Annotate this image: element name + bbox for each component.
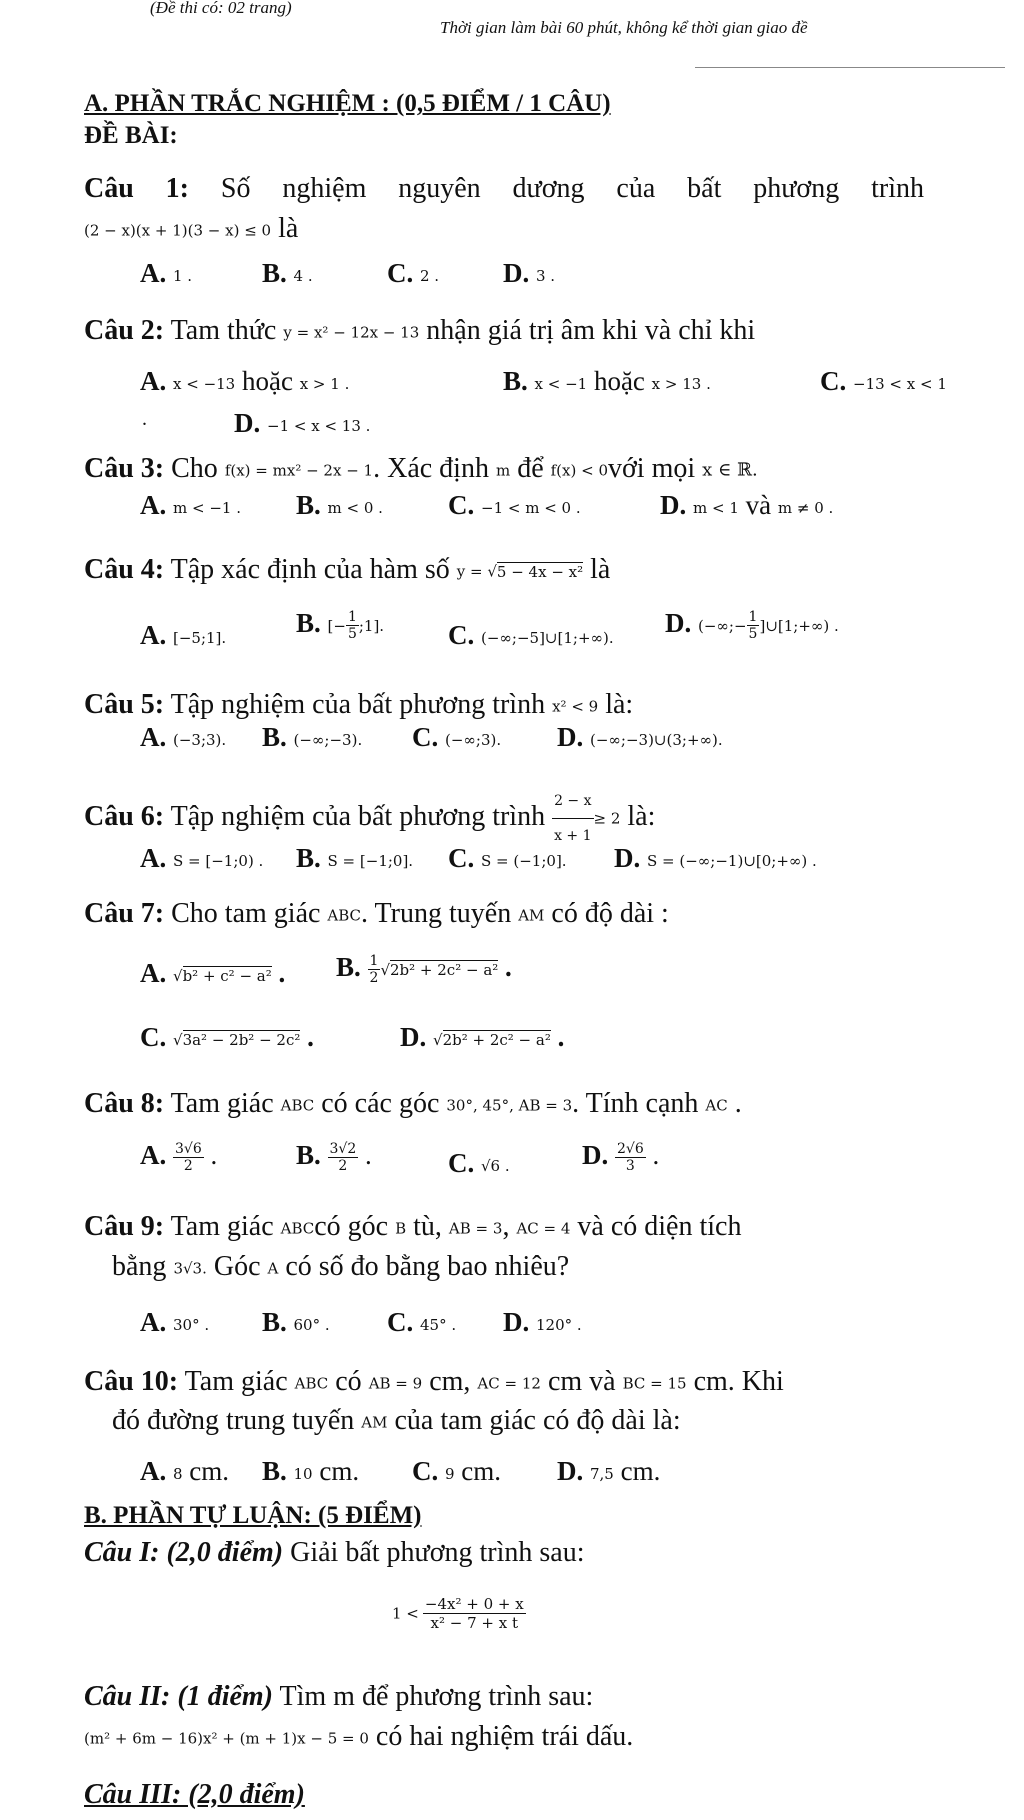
q10-option-a: A. 8 cm. [140,1456,230,1486]
q3-line: Câu 3: Cho f(x) = mx² − 2x − 1. Xác định m để f(x) < 0với mọi x ∈ ℝ. [84,453,758,484]
q9-line1: Câu 9: Tam giác ABCcó góc B tù, AB = 3, AC = 4 và có diện tích [84,1211,742,1242]
q3-option-c: C. −1 < m < 0 . [448,490,581,520]
q8-option-c: C. √6 . [448,1148,510,1178]
q1-math: (2 − x)(x + 1)(3 − x) ≤ 0 [84,221,272,240]
q4-option-a: A. [−5;1]. [140,620,227,650]
q3-math: f(x) = mx² − 2x − 1 [224,461,374,480]
section-a-subtitle: ĐỀ BÀI: [84,122,178,149]
q7-option-a: A. √b² + c² − a² . [140,958,286,988]
q9-line2: bằng 3√3. Góc A có số đo bằng bao nhiêu? [112,1251,570,1282]
q2-option-a: A. x < −13 hoặc x > 1 . [140,366,350,396]
q10-line2: đó đường trung tuyến AM của tam giác có độ dài là: [112,1405,681,1436]
q1-option-d: D. 3 . [503,258,556,288]
q4-option-d: D. (−∞;− $\frac{1}{5}$ ]∪[1;+∞) . [665,608,839,643]
q9-option-b: B. 60° . [262,1307,330,1337]
q10-option-b: B. 10 cm. [262,1456,360,1486]
qII-line2: (m² + 6m − 16)x² + (m + 1)x − 5 = 0 có hai nghiệm trái dấu. [84,1721,634,1752]
q1-tail: là [278,213,299,244]
q6-option-b: B. S = [−1;0]. [296,843,414,873]
q5-line: Câu 5: Tập nghiệm của bất phương trình x² < 9 là: [84,689,634,720]
q1-line1 [84,172,924,206]
q2-line: Câu 2: Tam thức y = x² − 12x − 13 nhận giá trị âm khi và chỉ khi [84,315,756,346]
q5-option-a: A. (−3;3). [140,722,227,752]
q5-option-d: D. (−∞;−3)∪(3;+∞). [557,722,723,752]
q8-option-d: D. $\frac{2√6}{3}$ . [582,1140,660,1175]
q10-line1: Câu 10: Tam giác ABC có AB = 9 cm, AC = 12 cm và BC = 15 cm. Khi [84,1366,784,1397]
q10-option-c: C. 9 cm. [412,1456,502,1486]
q5-option-b: B. (−∞;−3). [262,722,363,752]
q9-option-a: A. 30° . [140,1307,210,1337]
qI-formula: 1 < $\frac{\text{−4x² + 0 + x}}{\text{x² − 7 + x t}}$ [392,1595,524,1632]
q1-option-b: B. 4 . [262,258,313,288]
q6-option-d: D. S = (−∞;−1)∪[0;+∞) . [614,843,817,873]
qII-line1: Câu II: (1 điểm) Tìm m để phương trình sau: [84,1681,594,1712]
q8-line: Câu 8: Tam giác ABC có các góc 30°, 45°, AB = 3. Tính cạnh AC . [84,1088,742,1119]
q3-option-b: B. m < 0 . [296,490,383,520]
q3-option-a: A. m < −1 . [140,490,241,520]
q4-radicand: 5 − 4x − x² [496,562,584,581]
q2-option-c: C. −13 < x < 1 [820,366,947,396]
q9-option-d: D. 120° . [503,1307,582,1337]
q8-option-a: A. $\frac{3√6}{2}$ . [140,1140,218,1175]
pages-note: (Đề thi có: 02 trang) [150,0,292,17]
q4-option-c: C. (−∞;−5]∪[1;+∞). [448,620,614,650]
q8-angles: 30°, 45° [446,1096,510,1115]
q6-option-a: A. S = [−1;0) . [140,843,264,873]
q6-line: Câu 6: Tập nghiệm của bất phương trình $\frac{2 - x}{x + 1}$ ≥ 2 là: [84,784,655,853]
time-note: Thời gian làm bài 60 phút, không kể thời gian giao đề [440,18,808,37]
q7-line: Câu 7: Cho tam giác ABC. Trung tuyến AM có độ dài : [84,898,669,929]
q5-option-c: C. (−∞;3). [412,722,502,752]
q4-option-b: B. [− $\frac{1}{5}$ ;1]. [296,608,385,643]
q3-option-d: D. m < 1 và m ≠ 0 . [660,490,834,520]
q6-option-c: C. S = (−1;0]. [448,843,567,873]
q1-option-c: C. 2 . [387,258,440,288]
q2-option-b: B. x < −1 hoặc x > 13 . [503,366,711,396]
q8-option-b: B. $\frac{3√2}{2}$ . [296,1140,372,1175]
q2-option-d: D. −1 < x < 13 . [234,408,371,438]
q2-dot: . [142,408,147,430]
q7-option-b: B. $\frac{1}{2}$ √2b² + 2c² − a² . [336,952,512,987]
q1-option-a: A. 1 . [140,258,193,288]
qII-math: (m² + 6m − 16)x² + (m + 1)x − 5 = 0 [84,1729,369,1748]
q2-math: y = x² − 12x − 13 [283,323,420,342]
q1-line2 [84,212,298,248]
section-a-title: A. PHẦN TRẮC NGHIỆM : (0,5 ĐIỂM / 1 CÂU) [84,90,611,117]
q4-line: Câu 4: Tập xác định của hàm số y = √5 − 4x − x² là [84,554,611,585]
q7-option-d: D. √2b² + 2c² − a² . [400,1022,565,1052]
q1-text: Số nghiệm nguyên dương của bất phương trình [220,173,925,204]
qI-line: Câu I: (2,0 điểm) Giải bất phương trình sau: [84,1537,585,1568]
q1-label: Câu 1: [84,173,190,204]
header-divider [695,67,1005,68]
qIII-label: Câu III: (2,0 điểm) [84,1779,305,1810]
section-b-title: B. PHẦN TỰ LUẬN: (5 ĐIỂM) [84,1502,422,1529]
q10-option-d: D. 7,5 cm. [557,1456,661,1486]
q7-option-c: C. √3a² − 2b² − 2c² . [140,1022,314,1052]
q9-option-c: C. 45° . [387,1307,457,1337]
